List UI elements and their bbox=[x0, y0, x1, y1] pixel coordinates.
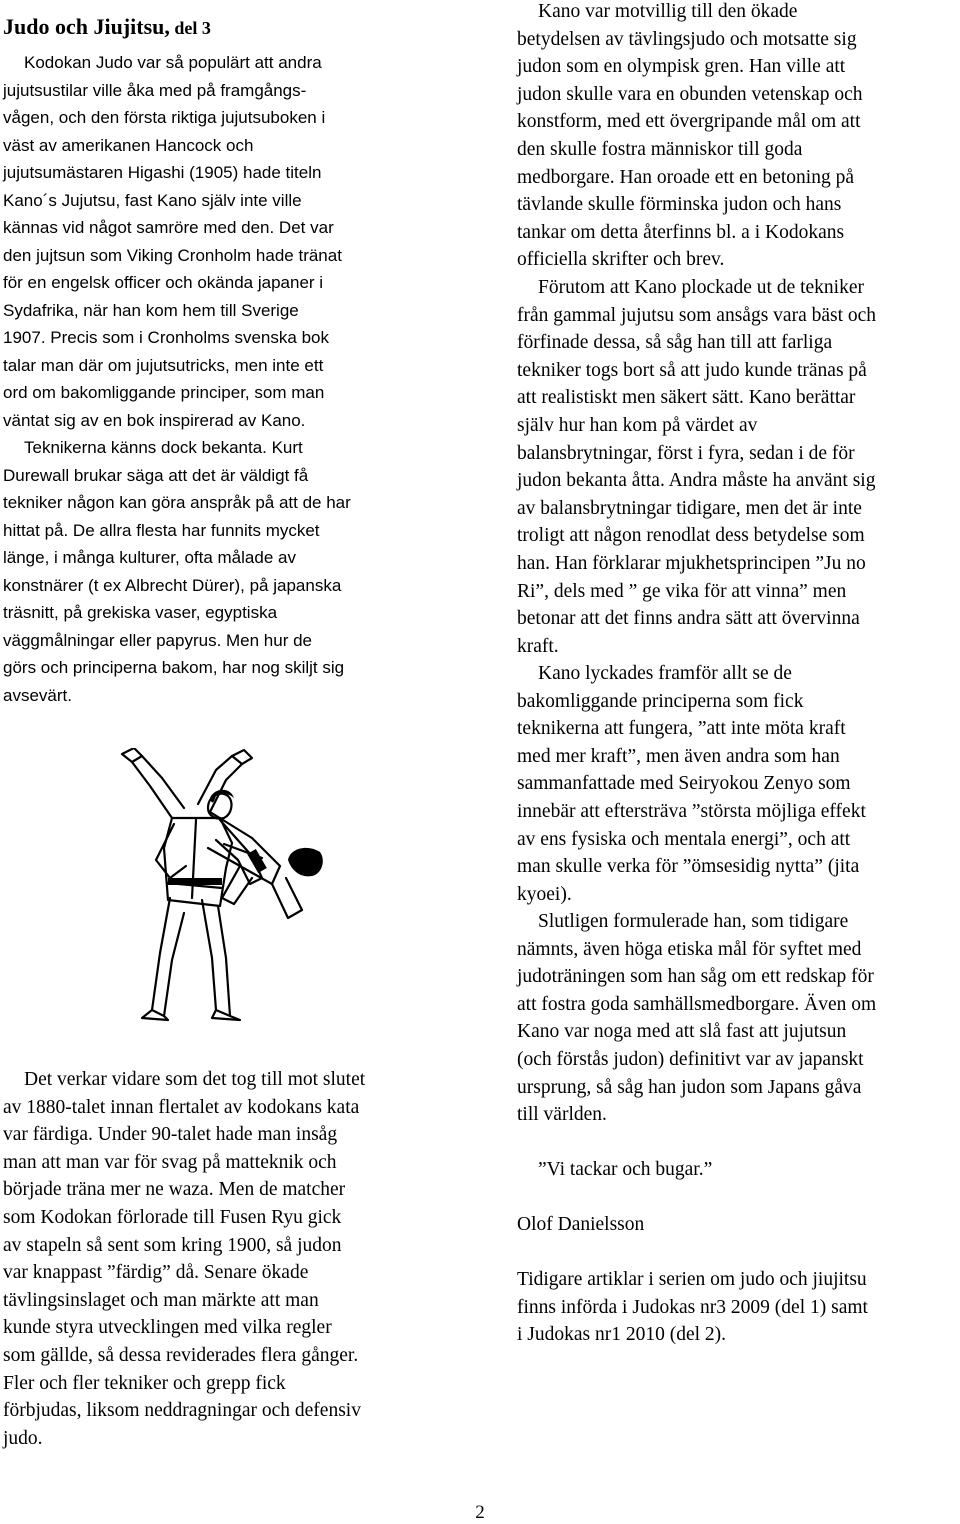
text-line: själv hur han kom på värdet av bbox=[517, 414, 758, 436]
text-line: väggmålningar eller papyrus. Men hur de bbox=[3, 630, 313, 650]
paragraph-principles bbox=[517, 660, 959, 908]
text-line: balansbrytningar, först i fyra, sedan i de för bbox=[517, 442, 855, 464]
text-line: som gällde, så dessa reviderades flera gånger. bbox=[3, 1344, 359, 1366]
text-line: Sydafrika, när han kom hem till Sverige bbox=[3, 300, 299, 320]
text-line: av balansbrytningar tidigare, men det är inte bbox=[517, 497, 862, 519]
text-line: för en engelsk officer och okända japaner i bbox=[3, 273, 324, 292]
text-line: att realistiskt men säkert sätt. Kano berättar bbox=[517, 387, 856, 409]
text-line: görs och principerna bakom, har nog skiljt sig bbox=[3, 658, 345, 677]
text-line: Det verkar vidare som det tog till mot slutet bbox=[24, 1069, 366, 1090]
text-line: innebär att eftersträva ”största möjliga effekt bbox=[517, 800, 866, 822]
text-line: Kano var noga med att slå fast att jujutsun bbox=[517, 1021, 847, 1043]
text-line: av stapeln så sent som kring 1900, så judon bbox=[3, 1234, 342, 1256]
author-name bbox=[517, 1211, 959, 1239]
text-line: väntat sig av en bok inspirerad av Kano. bbox=[3, 410, 306, 430]
paragraph-kata-history bbox=[3, 1066, 451, 1452]
paragraph-kano-reluctance bbox=[517, 0, 959, 274]
text-line: hittat på. De allra flesta har funnits mycket bbox=[3, 520, 320, 540]
text-line: avsevärt. bbox=[3, 685, 72, 705]
text-line: (och förstås judon) definitivt var av japanskt bbox=[517, 1048, 864, 1070]
text-line: Teknikerna känns dock bekanta. Kurt bbox=[24, 438, 303, 457]
article-title-part: del 3 bbox=[169, 18, 211, 38]
text-line: kyoei). bbox=[517, 883, 572, 905]
page-number: 2 bbox=[475, 1502, 485, 1523]
text-line: Ri”, dels med ” ge vika för att vinna” men bbox=[517, 580, 847, 602]
text-line: finns införda i Judokas nr3 2009 (del 1) samt bbox=[517, 1296, 868, 1318]
text-line: medborgare. Han oroade ett en betoning på bbox=[517, 166, 854, 188]
text-line: Slutligen formulerade han, som tidigare bbox=[538, 911, 849, 932]
text-line: Olof Danielsson bbox=[517, 1214, 645, 1235]
text-line: från gammal jujutsu som ansågs vara bäst och bbox=[517, 304, 877, 326]
text-line: jujutsustilar ville åka med på framgångs- bbox=[3, 80, 307, 100]
judo-throw-illustration bbox=[112, 748, 334, 1023]
text-line: betydelsen av tävlingsjudo och motsatte sig bbox=[517, 28, 857, 50]
text-line: judon skulle vara en obunden vetenskap och bbox=[517, 83, 863, 105]
text-line: av ens fysiska och mentala energi”, och att bbox=[517, 828, 851, 850]
text-line: troligt att någon renodlat dess betydelse som bbox=[517, 525, 865, 547]
text-line: var knappast ”färdig” då. Senare ökade bbox=[3, 1262, 309, 1284]
text-line: tankar om detta återfinns bl. a i Kodokans bbox=[517, 221, 845, 243]
text-line: den skulle fostra människor till goda bbox=[517, 138, 803, 160]
text-line: talar man där om jujutsutricks, men inte ett bbox=[3, 355, 324, 375]
text-line: länge, i många kulturer, ofta målade av bbox=[3, 548, 296, 567]
text-line: tävlingsinslaget och man märkte att man bbox=[3, 1289, 319, 1311]
text-line: ursprung, så såg han judon som Japans gåva bbox=[517, 1076, 862, 1098]
text-line: Kano´s Jujutsu, fast Kano själv inte ville bbox=[3, 190, 302, 210]
paragraph-techniques bbox=[3, 434, 448, 709]
text-line: förfinade dessa, så såg han till att farliga bbox=[517, 332, 833, 354]
text-line: 1907. Precis som i Cronholms svenska bok bbox=[3, 328, 329, 347]
text-line: Tidigare artiklar i serien om judo och jiujitsu bbox=[517, 1269, 867, 1290]
article-title-main: Judo och Jiujitsu, bbox=[3, 14, 170, 39]
text-line: kunde styra utvecklingen med vilka regler bbox=[3, 1317, 332, 1339]
text-line: jujutsumästaren Higashi (1905) hade titeln bbox=[3, 163, 322, 182]
text-line: ”Vi tackar och bugar.” bbox=[538, 1159, 713, 1180]
text-line: förbjudas, liksom neddragningar och defensiv bbox=[3, 1400, 361, 1422]
text-line: betonar att det finns andra sätt att övervinna bbox=[517, 608, 860, 630]
text-line: han. Han förklarar mjukhetsprincipen ”Ju no bbox=[517, 552, 866, 574]
text-line: kännas vid något samröre med den. Det var bbox=[3, 218, 334, 237]
text-line: judon som en olympisk gren. Han ville att bbox=[517, 56, 846, 78]
text-line: konstnärer (t ex Albrecht Dürer), på japanska bbox=[3, 575, 342, 595]
closing-thanks bbox=[517, 1156, 959, 1184]
article-title bbox=[3, 5, 211, 42]
text-line: att fostra goda samhällsmedborgare. Även om bbox=[517, 993, 877, 1015]
text-line: som Kodokan förlorade till Fusen Ryu gick bbox=[3, 1206, 342, 1228]
text-line: Kodokan Judo var så populärt att andra bbox=[24, 53, 322, 72]
text-line: Fler och fler tekniker och grepp fick bbox=[3, 1372, 286, 1394]
text-line: nämnts, även höga etiska mål för syftet med bbox=[517, 938, 862, 960]
paragraph-balance-breaking bbox=[517, 274, 959, 660]
text-line: av 1880-talet innan flertalet av kodokans kata bbox=[3, 1096, 360, 1118]
text-line: Durewall brukar säga att det är väldigt få bbox=[3, 465, 309, 485]
text-line: i Judokas nr1 2010 (del 2). bbox=[517, 1324, 727, 1346]
text-line: till världen. bbox=[517, 1104, 607, 1126]
text-line: bakomliggande principerna som fick bbox=[517, 690, 804, 712]
text-line: var färdiga. Under 90-talet hade man insåg bbox=[3, 1124, 338, 1146]
paragraph-ethics bbox=[517, 908, 959, 1129]
text-line: man att man var för svag på matteknik och bbox=[3, 1151, 337, 1173]
text-line: Förutom att Kano plockade ut de tekniker bbox=[538, 277, 864, 298]
text-line: sammanfattade med Seiryokou Zenyo som bbox=[517, 773, 851, 795]
text-line: började träna mer ne waza. Men de matcher bbox=[3, 1179, 346, 1201]
text-line: judo. bbox=[3, 1427, 43, 1449]
text-line: judon bekanta åtta. Andra måste ha använt sig bbox=[517, 470, 876, 492]
text-line: officiella skrifter och brev. bbox=[517, 249, 725, 271]
text-line: Kano lyckades framför allt se de bbox=[538, 663, 792, 684]
text-line: man skulle verka för ”ömsesidig nytta” (jita bbox=[517, 856, 860, 878]
text-line: tekniker någon kan göra anspråk på att de har bbox=[3, 493, 351, 512]
text-line: tekniker togs bort så att judo kunde tränas på bbox=[517, 359, 867, 381]
series-note bbox=[517, 1266, 959, 1349]
text-line: den jujtsun som Viking Cronholm hade tränat bbox=[3, 245, 342, 265]
text-line: väst av amerikanen Hancock och bbox=[3, 135, 254, 155]
text-line: med mer kraft”, men även andra som han bbox=[517, 745, 840, 767]
paragraph-kodokan-popularity bbox=[3, 49, 448, 434]
text-line: judoträningen som han såg om ett redskap för bbox=[517, 966, 874, 988]
text-line: kraft. bbox=[517, 635, 559, 657]
text-line: vågen, och den första riktiga jujutsuboken i bbox=[3, 108, 326, 127]
text-line: Kano var motvillig till den ökade bbox=[538, 1, 798, 22]
text-line: tävlande skulle förminska judon och hans bbox=[517, 194, 842, 216]
text-line: träsnitt, på grekiska vaser, egyptiska bbox=[3, 603, 278, 622]
text-line: teknikerna att fungera, ”att inte möta kraft bbox=[517, 718, 846, 740]
text-line: konstform, med ett övergripande mål om att bbox=[517, 111, 861, 133]
text-line: ord om bakomliggande principer, som man bbox=[3, 383, 325, 402]
